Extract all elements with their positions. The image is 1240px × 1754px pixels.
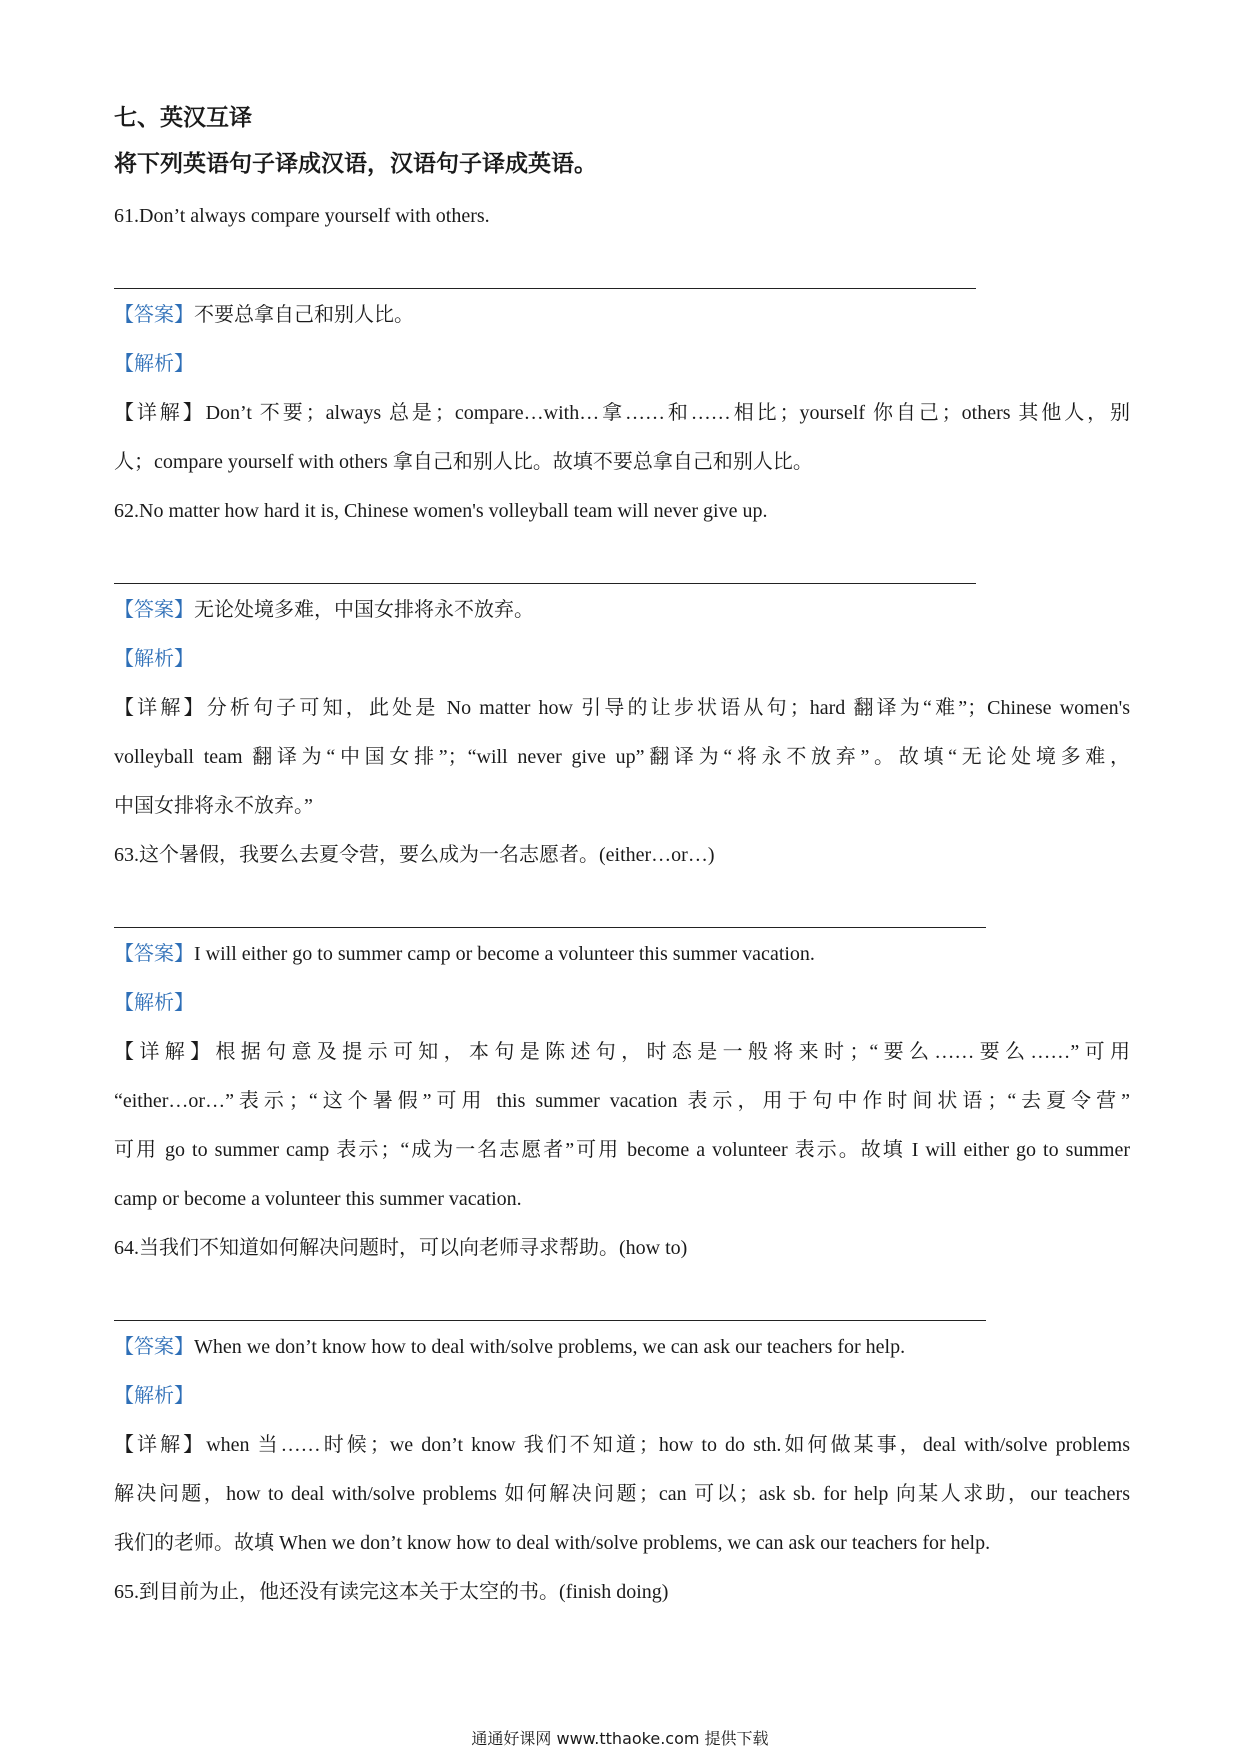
- detail-tag: 【详解】: [114, 1434, 207, 1456]
- detail-63-line-1: 【详解】根据句意及提示可知，本句是陈述句，时态是一般将来时；“要么……要么……”可用: [114, 1041, 1130, 1063]
- detail-63-line-3: 可用 go to summer camp 表示；“成为一名志愿者”可用 become a volunteer 表示。故填 I will either go to summer: [114, 1139, 1130, 1161]
- detail-63-line-2: “either…or…”表示；“这个暑假”可用 this summer vacation 表示，用于句中作时间状语；“去夏令营”: [114, 1090, 1130, 1112]
- question-63: 63.这个暑假，我要么去夏令营，要么成为一名志愿者。(either…or…): [114, 844, 715, 866]
- question-61: 61.Don’t always compare yourself with others.: [114, 205, 490, 227]
- answer-tag: 【答案】: [114, 599, 194, 621]
- detail-62-line-2: volleyball team 翻译为“中国女排”；“will never give up”翻译为“将永不放弃”。故填“无论处境多难，: [114, 746, 1130, 768]
- detail-tag: 【详解】: [114, 697, 207, 719]
- analysis-tag-64: 【解析】: [114, 1385, 194, 1407]
- question-64: 64.当我们不知道如何解决问题时，可以向老师寻求帮助。(how to): [114, 1237, 688, 1259]
- answer-tag: 【答案】: [114, 304, 194, 326]
- answer-63: 【答案】I will either go to summer camp or become a volunteer this summer vacation.: [114, 943, 815, 965]
- answer-blank-64[interactable]: [114, 1273, 1130, 1321]
- analysis-tag-62: 【解析】: [114, 648, 194, 670]
- detail-64-line-1: 【详解】when 当……时候；we don’t know 我们不知道；how to do sth.如何做某事，deal with/solve problems: [114, 1434, 1130, 1456]
- page-footer: 通通好课网 www.tthaoke.com 提供下载: [471, 1729, 769, 1748]
- answer-blank-62[interactable]: [114, 536, 1130, 584]
- detail-63-line-4: camp or become a volunteer this summer vacation.: [114, 1188, 522, 1210]
- answer-61: 【答案】不要总拿自己和别人比。: [114, 304, 414, 326]
- answer-tag: 【答案】: [114, 1336, 194, 1358]
- section-instruction: 将下列英语句子译成汉语，汉语句子译成英语。: [114, 151, 597, 177]
- detail-61-line-2: 人；compare yourself with others 拿自己和别人比。故填不要总拿自己和别人比。: [114, 451, 813, 473]
- question-65: 65.到目前为止，他还没有读完这本关于太空的书。(finish doing): [114, 1581, 669, 1603]
- detail-62-line-3: 中国女排将永不放弃。”: [114, 795, 313, 817]
- answer-blank-61[interactable]: [114, 241, 1130, 289]
- answer-64: 【答案】When we don’t know how to deal with/solve problems, we can ask our teachers for help.: [114, 1336, 906, 1358]
- answer-tag: 【答案】: [114, 943, 194, 965]
- detail-64-line-2: 解决问题，how to deal with/solve problems 如何解决问题；can 可以；ask sb. for help 向某人求助，our teachers: [114, 1483, 1130, 1505]
- answer-blank-63[interactable]: [114, 880, 1130, 928]
- detail-tag: 【详解】: [114, 402, 206, 424]
- question-62: 62.No matter how hard it is, Chinese women's volleyball team will never give up.: [114, 500, 768, 522]
- analysis-tag-61: 【解析】: [114, 353, 194, 375]
- document-page: [114, 100, 1130, 1617]
- detail-62-line-1: 【详解】分析句子可知，此处是 No matter how 引导的让步状语从句；hard 翻译为“难”；Chinese women's: [114, 697, 1130, 719]
- answer-62: 【答案】无论处境多难，中国女排将永不放弃。: [114, 599, 534, 621]
- section-title: 七、英汉互译: [114, 105, 252, 131]
- detail-61-line-1: 【详解】Don’t 不要；always 总是；compare…with…拿……和……相比；yourself 你自己；others 其他人，别: [114, 402, 1130, 424]
- analysis-tag-63: 【解析】: [114, 992, 194, 1014]
- detail-64-line-3: 我们的老师。故填 When we don’t know how to deal with/solve problems, we can ask our teachers for help.: [114, 1532, 991, 1554]
- detail-tag: 【详解】: [114, 1041, 216, 1063]
